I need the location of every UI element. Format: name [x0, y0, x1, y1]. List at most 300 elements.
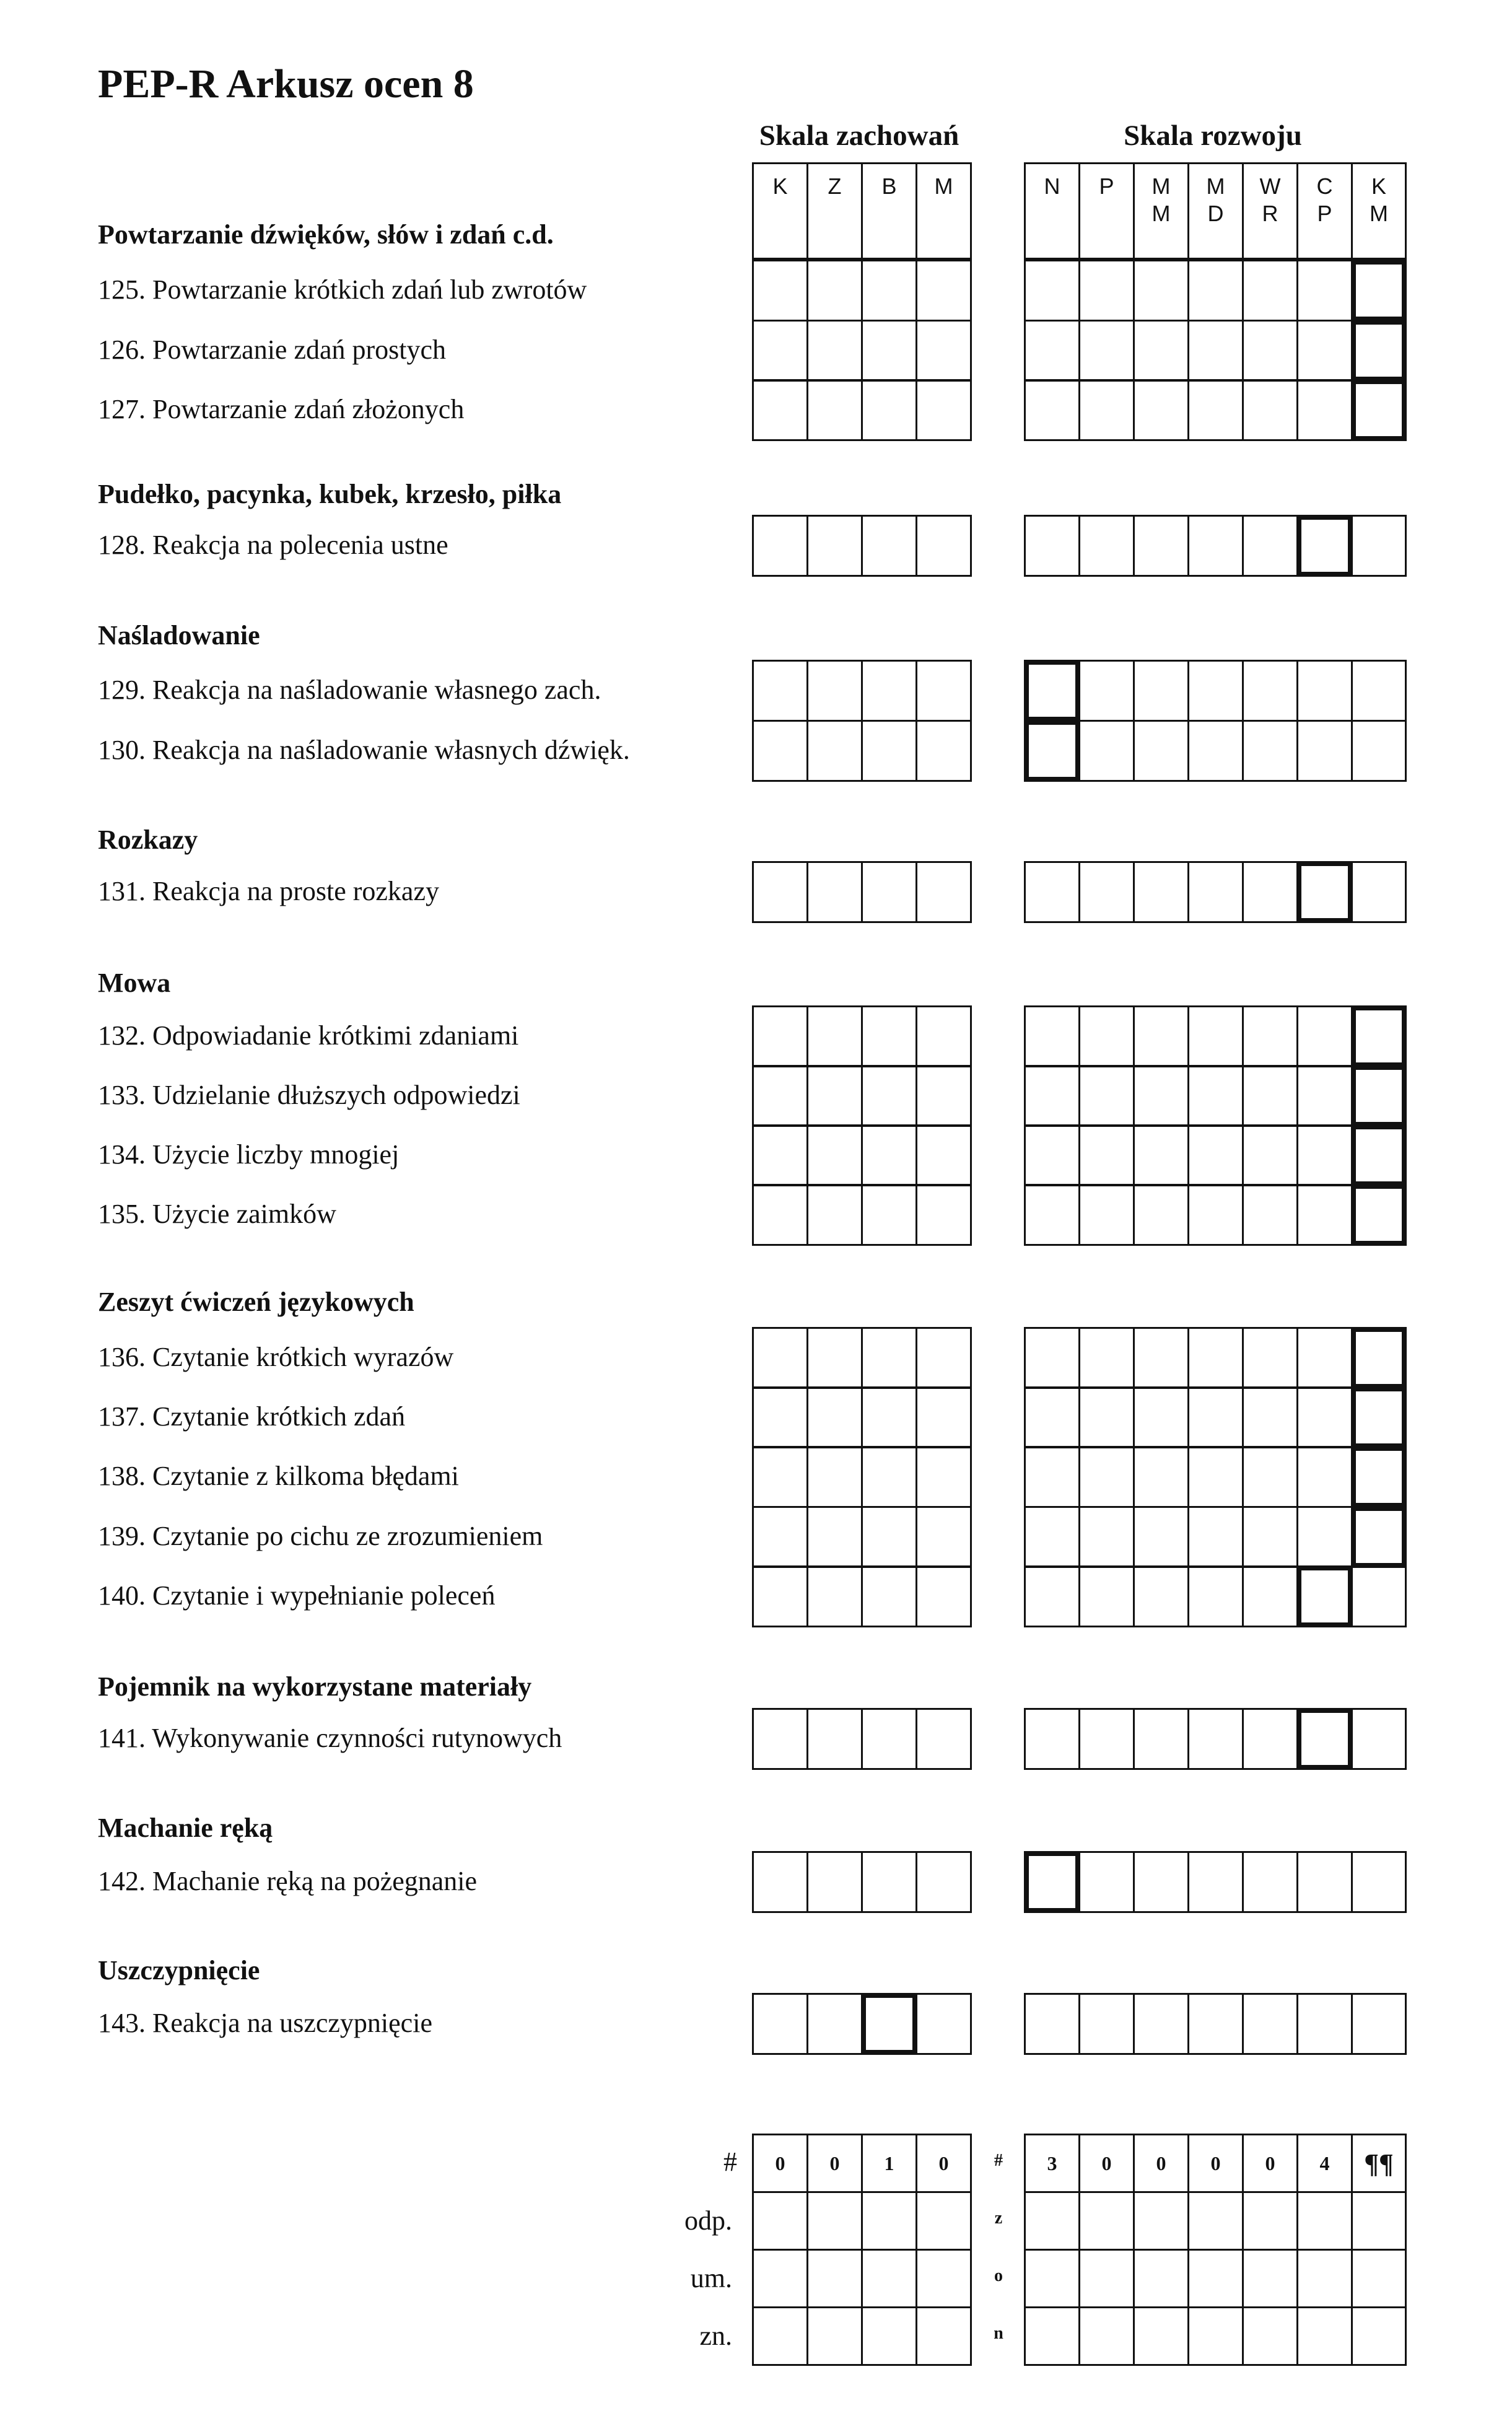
- behavior-total-cell[interactable]: [861, 2191, 917, 2251]
- behavior-score-cell[interactable]: [752, 1446, 808, 1508]
- item-label: 140. Czytanie i wypełnianie poleceń: [98, 1580, 496, 1611]
- item-label: 143. Reakcja na uszczypnięcie: [98, 2007, 432, 2038]
- behavior-score-cell[interactable]: [806, 660, 863, 722]
- behavior-total-cell[interactable]: [806, 2249, 863, 2308]
- totals-side-letter: o: [994, 2266, 1003, 2285]
- development-header-label: D: [1207, 201, 1224, 226]
- behavior-score-cell[interactable]: [916, 1327, 972, 1389]
- item-label: 130. Reakcja na naśladowanie własnych dźwięk.: [98, 734, 630, 765]
- development-header-cell: [1296, 162, 1353, 260]
- behavior-score-cell[interactable]: [861, 1565, 917, 1627]
- behavior-score-cell[interactable]: [806, 861, 863, 923]
- development-score-cell[interactable]: [1133, 660, 1189, 722]
- development-header-cell: [1242, 162, 1298, 260]
- development-total-count: ¶¶: [1351, 2134, 1407, 2193]
- development-score-cell[interactable]: [1078, 1506, 1135, 1568]
- development-total-count: 0: [1242, 2134, 1298, 2193]
- development-score-cell[interactable]: [1078, 1184, 1135, 1246]
- development-score-cell[interactable]: [1242, 1851, 1298, 1913]
- development-score-cell[interactable]: [1242, 1327, 1298, 1389]
- development-score-cell[interactable]: [1187, 720, 1244, 782]
- development-total-cell[interactable]: [1351, 2191, 1407, 2251]
- development-score-cell[interactable]: [1296, 260, 1353, 322]
- development-score-cell[interactable]: [1078, 1124, 1135, 1186]
- behavior-score-cell[interactable]: [916, 1124, 972, 1186]
- behavior-score-cell[interactable]: [752, 1386, 808, 1448]
- development-score-cell[interactable]: [1078, 1851, 1135, 1913]
- development-total-count: 4: [1296, 2134, 1353, 2193]
- development-score-cell[interactable]: [1024, 515, 1080, 577]
- development-total-cell[interactable]: [1024, 2249, 1080, 2308]
- development-total-count: 3: [1024, 2134, 1080, 2193]
- behavior-score-cell[interactable]: [752, 260, 808, 322]
- behavior-score-cell[interactable]: [752, 320, 808, 382]
- development-score-cell[interactable]: [1078, 1327, 1135, 1389]
- development-score-cell[interactable]: [1351, 720, 1407, 782]
- development-score-cell[interactable]: [1351, 1708, 1407, 1770]
- behavior-total-cell[interactable]: [806, 2191, 863, 2251]
- development-score-cell[interactable]: [1078, 320, 1135, 382]
- behavior-score-cell[interactable]: [806, 1124, 863, 1186]
- development-score-cell[interactable]: [1296, 1708, 1353, 1770]
- behavior-score-cell[interactable]: [806, 1327, 863, 1389]
- development-scale-title: Skala rozwoju: [1124, 120, 1302, 152]
- totals-side-letter: z: [994, 2209, 1003, 2228]
- behavior-score-cell[interactable]: [861, 1065, 917, 1127]
- development-score-cell[interactable]: [1296, 660, 1353, 722]
- behavior-score-cell[interactable]: [916, 720, 972, 782]
- behavior-score-cell[interactable]: [806, 1065, 863, 1127]
- behavior-score-cell[interactable]: [916, 1446, 972, 1508]
- development-header-label: C: [1316, 173, 1333, 199]
- development-total-cell[interactable]: [1078, 2306, 1135, 2366]
- behavior-total-cell[interactable]: [916, 2249, 972, 2308]
- development-header-cell: [1024, 162, 1080, 260]
- development-header-cell: [1351, 162, 1407, 260]
- behavior-score-cell[interactable]: [861, 1386, 917, 1448]
- item-label: 142. Machanie ręką na pożegnanie: [98, 1865, 478, 1896]
- development-score-cell[interactable]: [1242, 515, 1298, 577]
- behavior-score-cell[interactable]: [861, 1708, 917, 1770]
- development-score-cell[interactable]: [1024, 1184, 1080, 1246]
- development-score-cell[interactable]: [1133, 1065, 1189, 1127]
- development-score-cell[interactable]: [1024, 379, 1080, 441]
- development-score-cell[interactable]: [1024, 861, 1080, 923]
- development-header-cell: [1187, 162, 1244, 260]
- development-score-cell[interactable]: [1296, 1065, 1353, 1127]
- development-total-cell[interactable]: [1242, 2306, 1298, 2366]
- development-score-cell[interactable]: [1078, 515, 1135, 577]
- development-score-cell[interactable]: [1187, 1184, 1244, 1246]
- behavior-total-cell[interactable]: [916, 2306, 972, 2366]
- item-label: 136. Czytanie krótkich wyrazów: [98, 1341, 454, 1372]
- development-score-cell[interactable]: [1187, 660, 1244, 722]
- development-total-cell[interactable]: [1078, 2249, 1135, 2308]
- development-score-cell[interactable]: [1242, 1065, 1298, 1127]
- development-score-cell[interactable]: [1024, 1565, 1080, 1627]
- behavior-header-cell: [916, 162, 972, 260]
- development-score-cell[interactable]: [1351, 1993, 1407, 2055]
- item-label: 125. Powtarzanie krótkich zdań lub zwrotów: [98, 274, 587, 305]
- development-score-cell[interactable]: [1133, 1327, 1189, 1389]
- development-score-cell[interactable]: [1187, 379, 1244, 441]
- development-total-cell[interactable]: [1351, 2306, 1407, 2366]
- development-score-cell[interactable]: [1078, 1065, 1135, 1127]
- behavior-score-cell[interactable]: [806, 1506, 863, 1568]
- development-score-cell[interactable]: [1187, 1565, 1244, 1627]
- development-score-cell[interactable]: [1242, 660, 1298, 722]
- behavior-score-cell[interactable]: [752, 515, 808, 577]
- behavior-score-cell[interactable]: [806, 379, 863, 441]
- development-score-cell[interactable]: [1296, 1993, 1353, 2055]
- behavior-total-count: 0: [806, 2134, 863, 2193]
- behavior-header-cell: [806, 162, 863, 260]
- development-score-cell[interactable]: [1242, 1446, 1298, 1508]
- development-score-cell[interactable]: [1296, 1565, 1353, 1627]
- behavior-total-cell[interactable]: [752, 2191, 808, 2251]
- development-total-cell[interactable]: [1187, 2191, 1244, 2251]
- development-score-cell[interactable]: [1242, 1506, 1298, 1568]
- development-total-cell[interactable]: [1296, 2191, 1353, 2251]
- development-score-cell[interactable]: [1024, 1446, 1080, 1508]
- development-total-cell[interactable]: [1024, 2306, 1080, 2366]
- behavior-total-cell[interactable]: [861, 2306, 917, 2366]
- development-score-cell[interactable]: [1024, 1708, 1080, 1770]
- development-header-label: R: [1262, 201, 1278, 226]
- development-score-cell[interactable]: [1351, 1065, 1407, 1127]
- development-score-cell[interactable]: [1133, 260, 1189, 322]
- development-score-cell[interactable]: [1351, 1851, 1407, 1913]
- development-score-cell[interactable]: [1187, 861, 1244, 923]
- behavior-score-cell[interactable]: [752, 720, 808, 782]
- behavior-total-cell[interactable]: [752, 2249, 808, 2308]
- totals-side-letter: n: [994, 2324, 1003, 2343]
- development-total-hash: #: [994, 2151, 1003, 2170]
- behavior-score-cell[interactable]: [806, 1565, 863, 1627]
- behavior-score-cell[interactable]: [861, 1993, 917, 2055]
- development-score-cell[interactable]: [1133, 1446, 1189, 1508]
- behavior-score-cell[interactable]: [916, 1065, 972, 1127]
- item-label: 137. Czytanie krótkich zdań: [98, 1401, 406, 1432]
- behavior-total-count: 0: [752, 2134, 808, 2193]
- behavior-score-cell[interactable]: [861, 861, 917, 923]
- development-score-cell[interactable]: [1242, 1005, 1298, 1067]
- development-score-cell[interactable]: [1296, 1184, 1353, 1246]
- development-score-cell[interactable]: [1024, 720, 1080, 782]
- development-header-label: P: [1317, 201, 1332, 226]
- development-score-cell[interactable]: [1133, 1506, 1189, 1568]
- behavior-score-cell[interactable]: [752, 861, 808, 923]
- behavior-score-cell[interactable]: [806, 1851, 863, 1913]
- development-score-cell[interactable]: [1133, 1184, 1189, 1246]
- behavior-scale-title: Skala zachowań: [759, 120, 959, 152]
- development-score-cell[interactable]: [1242, 260, 1298, 322]
- behavior-total-cell[interactable]: [861, 2249, 917, 2308]
- development-score-cell[interactable]: [1133, 1993, 1189, 2055]
- behavior-score-cell[interactable]: [861, 720, 917, 782]
- item-label: 133. Udzielanie dłuższych odpowiedzi: [98, 1079, 520, 1110]
- section-title: Zeszyt ćwiczeń językowych: [98, 1287, 414, 1317]
- behavior-score-cell[interactable]: [806, 515, 863, 577]
- development-total-cell[interactable]: [1133, 2249, 1189, 2308]
- development-score-cell[interactable]: [1133, 320, 1189, 382]
- development-score-cell[interactable]: [1351, 1506, 1407, 1568]
- development-score-cell[interactable]: [1187, 515, 1244, 577]
- development-total-cell[interactable]: [1242, 2249, 1298, 2308]
- development-score-cell[interactable]: [1133, 1851, 1189, 1913]
- behavior-score-cell[interactable]: [916, 1005, 972, 1067]
- behavior-score-cell[interactable]: [916, 320, 972, 382]
- development-score-cell[interactable]: [1296, 1446, 1353, 1508]
- development-score-cell[interactable]: [1296, 379, 1353, 441]
- behavior-score-cell[interactable]: [916, 379, 972, 441]
- development-score-cell[interactable]: [1078, 861, 1135, 923]
- development-total-cell[interactable]: [1187, 2306, 1244, 2366]
- development-score-cell[interactable]: [1024, 320, 1080, 382]
- behavior-score-cell[interactable]: [861, 1446, 917, 1508]
- development-score-cell[interactable]: [1024, 1065, 1080, 1127]
- totals-row-label: odp.: [684, 2205, 732, 2236]
- development-score-cell[interactable]: [1351, 660, 1407, 722]
- behavior-header-label: M: [934, 173, 953, 199]
- development-score-cell[interactable]: [1242, 1184, 1298, 1246]
- development-score-cell[interactable]: [1351, 1386, 1407, 1448]
- development-total-cell[interactable]: [1133, 2191, 1189, 2251]
- development-score-cell[interactable]: [1024, 660, 1080, 722]
- development-score-cell[interactable]: [1242, 1386, 1298, 1448]
- development-header-cell: [1133, 162, 1189, 260]
- development-total-cell[interactable]: [1187, 2249, 1244, 2308]
- section-title: Pojemnik na wykorzystane materiały: [98, 1671, 532, 1702]
- development-header-label: M: [1206, 173, 1225, 199]
- development-score-cell[interactable]: [1242, 1993, 1298, 2055]
- behavior-score-cell[interactable]: [861, 1506, 917, 1568]
- behavior-total-count: 0: [916, 2134, 972, 2193]
- development-score-cell[interactable]: [1187, 1065, 1244, 1127]
- development-score-cell[interactable]: [1187, 1124, 1244, 1186]
- development-score-cell[interactable]: [1024, 1993, 1080, 2055]
- behavior-score-cell[interactable]: [916, 1993, 972, 2055]
- behavior-score-cell[interactable]: [752, 1124, 808, 1186]
- development-score-cell[interactable]: [1242, 1708, 1298, 1770]
- section-title: Rozkazy: [98, 825, 198, 855]
- development-score-cell[interactable]: [1024, 1327, 1080, 1389]
- development-score-cell[interactable]: [1187, 1446, 1244, 1508]
- behavior-score-cell[interactable]: [916, 1565, 972, 1627]
- behavior-total-cell[interactable]: [806, 2306, 863, 2366]
- development-score-cell[interactable]: [1242, 720, 1298, 782]
- development-score-cell[interactable]: [1133, 1386, 1189, 1448]
- development-score-cell[interactable]: [1351, 515, 1407, 577]
- development-score-cell[interactable]: [1133, 720, 1189, 782]
- behavior-score-cell[interactable]: [806, 260, 863, 322]
- development-score-cell[interactable]: [1078, 1565, 1135, 1627]
- development-score-cell[interactable]: [1024, 260, 1080, 322]
- behavior-score-cell[interactable]: [806, 1446, 863, 1508]
- development-score-cell[interactable]: [1133, 515, 1189, 577]
- behavior-score-cell[interactable]: [861, 320, 917, 382]
- development-total-cell[interactable]: [1296, 2249, 1353, 2308]
- development-total-count: 0: [1078, 2134, 1135, 2193]
- section-title: Pudełko, pacynka, kubek, krzesło, piłka: [98, 479, 562, 509]
- development-score-cell[interactable]: [1024, 1386, 1080, 1448]
- development-score-cell[interactable]: [1351, 1446, 1407, 1508]
- item-label: 139. Czytanie po cichu ze zrozumieniem: [98, 1520, 543, 1551]
- item-label: 131. Reakcja na proste rozkazy: [98, 875, 439, 906]
- development-total-cell[interactable]: [1078, 2191, 1135, 2251]
- item-label: 134. Użycie liczby mnogiej: [98, 1139, 400, 1170]
- section-title: Uszczypnięcie: [98, 1955, 260, 1985]
- development-header-label: M: [1151, 201, 1171, 226]
- behavior-score-cell[interactable]: [861, 1327, 917, 1389]
- behavior-score-cell[interactable]: [806, 320, 863, 382]
- development-score-cell[interactable]: [1296, 1124, 1353, 1186]
- behavior-score-cell[interactable]: [806, 1386, 863, 1448]
- behavior-score-cell[interactable]: [861, 660, 917, 722]
- development-total-count: 0: [1133, 2134, 1189, 2193]
- behavior-score-cell[interactable]: [861, 1851, 917, 1913]
- behavior-score-cell[interactable]: [752, 379, 808, 441]
- behavior-score-cell[interactable]: [916, 861, 972, 923]
- development-score-cell[interactable]: [1351, 320, 1407, 382]
- development-score-cell[interactable]: [1133, 861, 1189, 923]
- behavior-score-cell[interactable]: [916, 1506, 972, 1568]
- development-total-cell[interactable]: [1133, 2306, 1189, 2366]
- item-label: 141. Wykonywanie czynności rutynowych: [98, 1722, 562, 1753]
- development-score-cell[interactable]: [1187, 260, 1244, 322]
- development-score-cell[interactable]: [1296, 720, 1353, 782]
- development-score-cell[interactable]: [1187, 1708, 1244, 1770]
- behavior-score-cell[interactable]: [861, 1124, 917, 1186]
- development-score-cell[interactable]: [1078, 1005, 1135, 1067]
- development-score-cell[interactable]: [1351, 1184, 1407, 1246]
- development-score-cell[interactable]: [1296, 320, 1353, 382]
- behavior-score-cell[interactable]: [752, 1065, 808, 1127]
- behavior-score-cell[interactable]: [861, 379, 917, 441]
- development-score-cell[interactable]: [1242, 861, 1298, 923]
- behavior-score-cell[interactable]: [861, 1005, 917, 1067]
- behavior-score-cell[interactable]: [806, 1993, 863, 2055]
- development-score-cell[interactable]: [1296, 1506, 1353, 1568]
- behavior-score-cell[interactable]: [806, 1184, 863, 1246]
- behavior-score-cell[interactable]: [752, 1005, 808, 1067]
- behavior-score-cell[interactable]: [861, 1184, 917, 1246]
- development-score-cell[interactable]: [1133, 1708, 1189, 1770]
- development-header-label: M: [1370, 201, 1388, 226]
- development-score-cell[interactable]: [1078, 1446, 1135, 1508]
- development-header-label: N: [1044, 173, 1060, 199]
- behavior-score-cell[interactable]: [752, 660, 808, 722]
- development-score-cell[interactable]: [1187, 1005, 1244, 1067]
- development-score-cell[interactable]: [1133, 1005, 1189, 1067]
- development-score-cell[interactable]: [1133, 1565, 1189, 1627]
- development-score-cell[interactable]: [1242, 1124, 1298, 1186]
- behavior-score-cell[interactable]: [916, 1184, 972, 1246]
- development-score-cell[interactable]: [1024, 1506, 1080, 1568]
- behavior-score-cell[interactable]: [752, 1327, 808, 1389]
- behavior-score-cell[interactable]: [752, 1565, 808, 1627]
- development-score-cell[interactable]: [1078, 1993, 1135, 2055]
- development-score-cell[interactable]: [1296, 1005, 1353, 1067]
- development-score-cell[interactable]: [1351, 861, 1407, 923]
- behavior-score-cell[interactable]: [916, 660, 972, 722]
- development-score-cell[interactable]: [1296, 515, 1353, 577]
- development-score-cell[interactable]: [1351, 1124, 1407, 1186]
- behavior-score-cell[interactable]: [916, 260, 972, 322]
- behavior-score-cell[interactable]: [916, 515, 972, 577]
- section-title: Mowa: [98, 968, 171, 998]
- development-score-cell[interactable]: [1296, 1386, 1353, 1448]
- development-score-cell[interactable]: [1078, 1708, 1135, 1770]
- development-header-label: W: [1259, 173, 1281, 199]
- development-total-cell[interactable]: [1351, 2249, 1407, 2308]
- item-label: 132. Odpowiadanie krótkimi zdaniami: [98, 1020, 519, 1051]
- development-score-cell[interactable]: [1078, 260, 1135, 322]
- behavior-total-cell[interactable]: [916, 2191, 972, 2251]
- development-score-cell[interactable]: [1351, 260, 1407, 322]
- development-score-cell[interactable]: [1078, 1386, 1135, 1448]
- behavior-score-cell[interactable]: [752, 1184, 808, 1246]
- development-score-cell[interactable]: [1187, 320, 1244, 382]
- development-score-cell[interactable]: [1296, 861, 1353, 923]
- development-score-cell[interactable]: [1351, 1005, 1407, 1067]
- development-score-cell[interactable]: [1242, 1565, 1298, 1627]
- behavior-score-cell[interactable]: [752, 1851, 808, 1913]
- development-score-cell[interactable]: [1133, 379, 1189, 441]
- behavior-score-cell[interactable]: [916, 1851, 972, 1913]
- development-score-cell[interactable]: [1187, 1506, 1244, 1568]
- development-score-cell[interactable]: [1242, 379, 1298, 441]
- development-score-cell[interactable]: [1187, 1993, 1244, 2055]
- development-score-cell[interactable]: [1078, 720, 1135, 782]
- behavior-score-cell[interactable]: [916, 1386, 972, 1448]
- development-score-cell[interactable]: [1187, 1386, 1244, 1448]
- development-score-cell[interactable]: [1296, 1851, 1353, 1913]
- development-score-cell[interactable]: [1078, 379, 1135, 441]
- development-score-cell[interactable]: [1351, 379, 1407, 441]
- development-score-cell[interactable]: [1024, 1851, 1080, 1913]
- behavior-score-cell[interactable]: [806, 1708, 863, 1770]
- development-total-cell[interactable]: [1024, 2191, 1080, 2251]
- development-score-cell[interactable]: [1024, 1005, 1080, 1067]
- development-score-cell[interactable]: [1351, 1327, 1407, 1389]
- behavior-header-label: B: [881, 173, 897, 199]
- behavior-score-cell[interactable]: [752, 1506, 808, 1568]
- behavior-score-cell[interactable]: [916, 1708, 972, 1770]
- development-score-cell[interactable]: [1078, 660, 1135, 722]
- development-score-cell[interactable]: [1133, 1124, 1189, 1186]
- development-header-label: P: [1099, 173, 1114, 199]
- behavior-score-cell[interactable]: [861, 260, 917, 322]
- development-score-cell[interactable]: [1296, 1327, 1353, 1389]
- behavior-total-cell[interactable]: [752, 2306, 808, 2366]
- development-score-cell[interactable]: [1351, 1565, 1407, 1627]
- development-total-cell[interactable]: [1242, 2191, 1298, 2251]
- behavior-score-cell[interactable]: [861, 515, 917, 577]
- development-total-cell[interactable]: [1296, 2306, 1353, 2366]
- behavior-score-cell[interactable]: [752, 1708, 808, 1770]
- behavior-score-cell[interactable]: [806, 720, 863, 782]
- item-label: 127. Powtarzanie zdań złożonych: [98, 393, 465, 424]
- item-label: 129. Reakcja na naśladowanie własnego zach.: [98, 674, 601, 705]
- development-score-cell[interactable]: [1187, 1327, 1244, 1389]
- development-score-cell[interactable]: [1024, 1124, 1080, 1186]
- behavior-score-cell[interactable]: [752, 1993, 808, 2055]
- development-score-cell[interactable]: [1187, 1851, 1244, 1913]
- section-title: Machanie ręką: [98, 1813, 273, 1843]
- behavior-score-cell[interactable]: [806, 1005, 863, 1067]
- development-score-cell[interactable]: [1242, 320, 1298, 382]
